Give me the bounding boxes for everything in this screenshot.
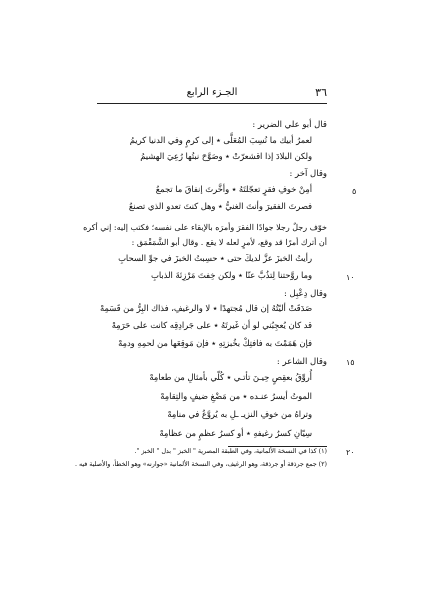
verse-line: قد كان يُعجِبُني لو أن غَيرتَهُ ٭ على جَرادِقِه كانت على حَرَمِهْ xyxy=(111,320,312,330)
line-number: ١٠ xyxy=(346,273,355,282)
verse-intro: وقال الشاعر : xyxy=(276,357,327,367)
verse-line: الموتُ أيسرُ عنـده ٭ من مَضْغِ ضيفٍ والتِقامِهْ xyxy=(160,391,312,401)
verse-line: لعمرُ أبيك ما نُسِبَ المُعَلَّى ٭ إلى كرمٍ وفي الدنيا كريمُ xyxy=(129,135,312,145)
verse-line: وتراهُ من خوفِ النزيـ ـلِ به يُروَّعُ في منامِهْ xyxy=(167,409,312,419)
running-title: الجـزء الرابع xyxy=(186,87,238,98)
verse-intro: وقال آخر : xyxy=(289,169,327,179)
verse-line: فإن هَمَمْتَ به فافتِكْ بخُبزتِهِ ٭ فإن مَوقِعَها من لحمِهِ ودمِهْ xyxy=(118,338,312,348)
verse-intro: وقال دِعْبِل : xyxy=(283,289,327,299)
footnote: (١) كذا في النسخة الألمانية، وفي الطبقة المصرية " الخبز " بدل " الخبز ". xyxy=(134,448,327,455)
prose-line: أن أترك أمرًا قد وقع، لأمرٍ لعله لا يقع . وقال أبو الشَّمَقْمَق : xyxy=(131,238,327,247)
verse-line: صَدَقَتْ أليّتُهُ إن قال مُجتهدًا ٭ لا والرغيفِ، فذاك البِرُّ من قَسَمِهْ xyxy=(99,303,312,313)
verse-line: وما روَّحتنا لِتذُبَّ عنّا ٭ ولكن خِفتَ مَرْزِئةَ الذبابِ xyxy=(151,270,312,280)
footnote-rule xyxy=(228,446,327,447)
line-number: ١٥ xyxy=(346,358,355,367)
line-number: ٥ xyxy=(352,187,357,196)
prose-line: خوّف رجلٌ رجلا جوادًا الفقرَ وأمرَه بالإبقاء على نفسه؛ فكتب إليه: إني أكره xyxy=(83,223,327,232)
verse-line: فصرتَ الفقيرَ وأنتَ الغنيُّ ٭ وهل كنتَ تعدو الذي تصنعُ xyxy=(128,201,312,211)
verse-line: أُروِّقُ بعقِصٍ حِيـنَ تأتـي ٭ كُلّي بأمثالِ من طعامِهْ xyxy=(149,372,312,382)
line-number: ٢٠ xyxy=(346,448,355,457)
verse-line: رأيتُ الخبزَ عزَّ لديكَ حتى ٭ حسِبتُ الخبزَ في جوِّ السحابِ xyxy=(118,253,312,263)
page-header xyxy=(97,86,327,102)
header-rule xyxy=(97,103,327,104)
verse-line: أمِنْ خوفِ فقرٍ تعجّلتَهُ ٭ وأخَّرتَ إنفاقَ ما تجمعُ xyxy=(155,184,312,194)
verse-line: ولكن البلادَ إذا اقشعرّتْ ٭ وصَوَّحَ نبتُها رُعِيَ الهشيمُ xyxy=(140,151,312,161)
page-number: ٣٦ xyxy=(315,86,327,99)
verse-line: سِيّانِ كسرُ رغيفهِ ٭ أو كسرُ عظمٍ من عظامِهْ xyxy=(159,428,312,438)
verse-intro: قال أبو علي الضرير : xyxy=(252,120,327,130)
footnote: (٢) جمع جرذقة أو جرذقة، وهو الرغيف، وفي النسخة الألمانية «جوارنه» وهو الخطأ، والأصلية فيه . xyxy=(74,461,327,468)
